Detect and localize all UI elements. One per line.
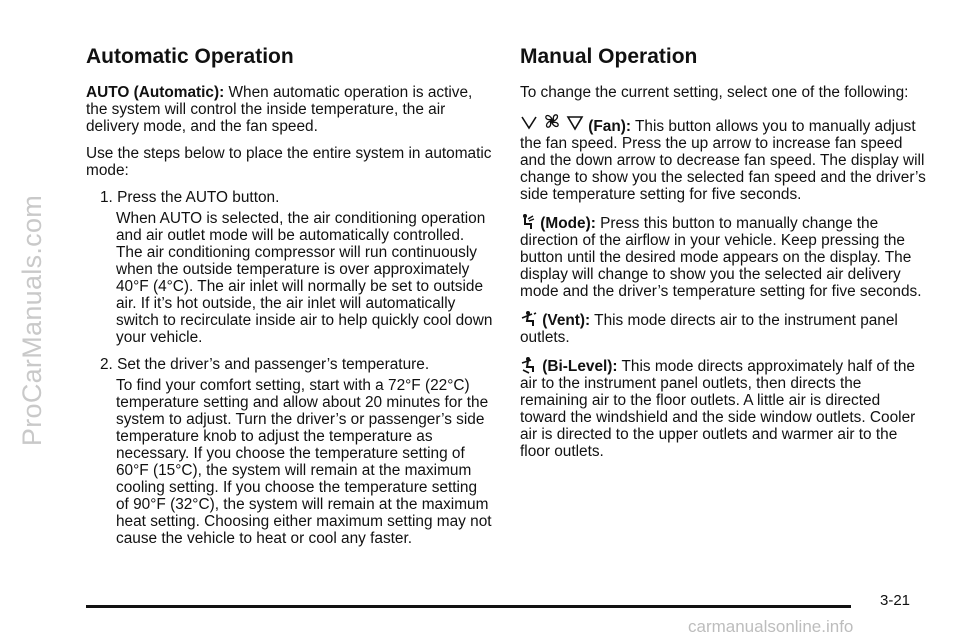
mode-text: Press this button to manually change the direction of the airflow in your vehicle. Keep pressing the button until the desired mode appears on the display. The display will change to show you the selected air delivery mode and the driver’s temperature setting for five seconds.	[520, 215, 922, 300]
automatic-operation-heading: Automatic Operation	[86, 45, 294, 68]
mode-label: (Mode):	[540, 215, 596, 232]
left-column	[86, 44, 494, 557]
fan-icon	[542, 111, 562, 131]
vent-text: This mode directs air to the instrument panel outlets.	[520, 312, 898, 346]
vent-label: (Vent):	[542, 312, 591, 329]
right-column	[520, 44, 928, 470]
page-number: 3-21	[880, 592, 911, 609]
bilevel-paragraph	[520, 356, 928, 460]
fan-text: This button allows you to manually adjust the fan speed. Press the up arrow to increase fan speed and the down arrow to decrease fan speed. The display will change to show you the selected fan speed and the driver’s side temperature setting for five seconds.	[520, 118, 926, 203]
bottom-watermark: carmanualsonline.info	[688, 617, 854, 636]
step-2-body: To find your comfort setting, start with a 72°F (22°C) temperature setting and allow about 20 minutes for the system to adjust. Turn the driver’s or passenger’s side temperature knob to adjust the temperature as necessary. If you choose the temperature setting of 60°F (15°C), the system will remain at the maximum cooling setting. If you choose the temperature setting of 90°F (32°C), the system will remain at the maximum heat setting. Choosing either maximum setting may not cause the vehicle to heat or cool any faster.	[116, 377, 492, 547]
steps-intro: Use the steps below to place the entire system in automatic mode:	[86, 145, 492, 179]
step-1: 1. Press the AUTO button.	[100, 189, 280, 206]
side-watermark	[6, 0, 60, 640]
bi-level-icon	[520, 356, 538, 374]
auto-text: When automatic operation is active, the system will control the inside temperature, the air delivery mode, and the fan speed.	[86, 84, 473, 135]
step-1-body: When AUTO is selected, the air conditioning operation and air outlet mode will be automatically controlled. The air conditioning compressor will run continuously when the outside temperature is over approximately 40°F (4°C). The air inlet will normally be set to outside air. If it’s hot outside, the air inlet will automatically switch to recirculate inside air to help quickly cool down your vehicle.	[116, 210, 493, 346]
bilevel-label: (Bi-Level):	[542, 358, 618, 375]
auto-paragraph	[86, 84, 494, 135]
fan-down-arrow-icon	[566, 114, 584, 131]
fan-label: (Fan):	[588, 118, 632, 135]
auto-label: AUTO (Automatic):	[86, 84, 225, 101]
fan-paragraph	[520, 111, 928, 203]
bilevel-text: This mode directs approximately half of the air to the instrument panel outlets, then directs the remaining air to the floor outlets. A little air is directed toward the windshield and the side window outlets. Cooler air is directed to the upper outlets and warmer air to the floor outlets.	[520, 358, 916, 460]
footer-rule	[86, 605, 851, 608]
manual-intro: To change the current setting, select one of the following:	[520, 84, 909, 101]
manual-operation-heading: Manual Operation	[520, 45, 698, 68]
vent-icon	[520, 310, 538, 328]
mode-paragraph	[520, 213, 928, 300]
mode-icon	[520, 213, 536, 231]
side-watermark-text: ProCarManuals.com	[17, 194, 48, 446]
step-2: 2. Set the driver’s and passenger’s temperature.	[100, 356, 430, 373]
fan-icon-group	[520, 111, 584, 131]
vent-paragraph	[520, 310, 928, 346]
fan-up-arrow-icon	[520, 114, 538, 131]
